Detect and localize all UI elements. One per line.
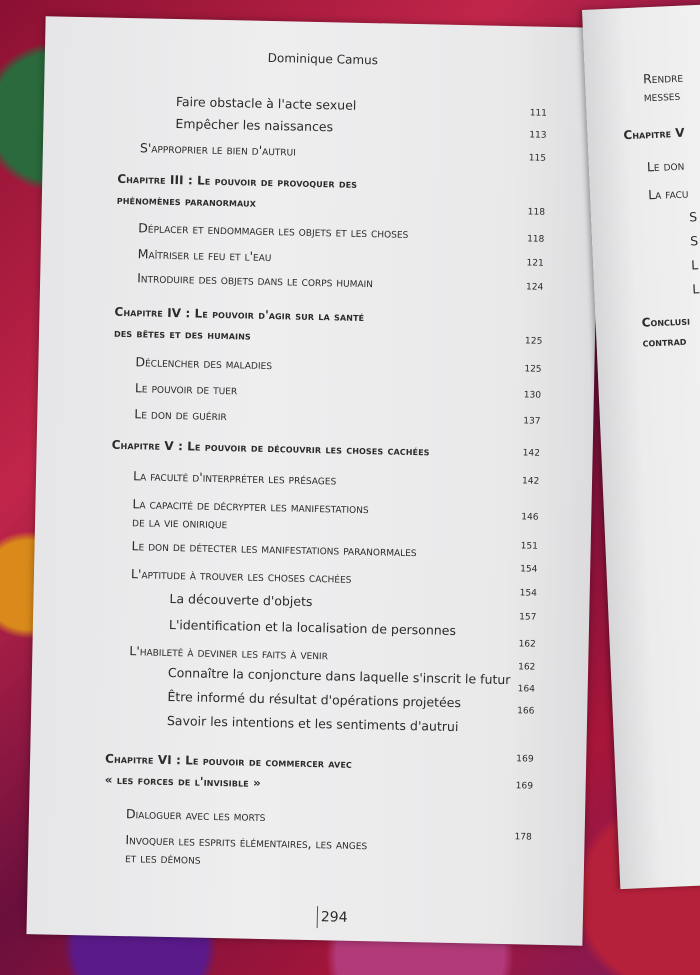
toc-entry: La faculté d'interpréter les présages 142: [132, 468, 540, 488]
toc-fragment: messes: [643, 87, 681, 105]
toc-entry: La découverte d'objets 154: [169, 588, 537, 609]
left-page: [26, 16, 601, 945]
toc-entry: Faire obstacle à l'acte sexuel 111: [175, 94, 548, 119]
chapter-heading: Chapitre IV : Le pouvoir d'agir sur la santé: [114, 304, 365, 325]
toc-entry: Introduire des objets dans le corps humain 124: [137, 270, 544, 293]
toc-entry: Dialoguer avec les morts: [125, 806, 266, 825]
page-number: 294: [317, 906, 348, 929]
running-header: Dominique Camus: [267, 50, 379, 68]
toc-entry: Maîtriser le feu et l'eau 121: [137, 246, 544, 269]
toc-fragment: S: [688, 209, 698, 225]
toc-entry: S'approprier le bien d'autrui 115: [139, 140, 547, 164]
chapter-heading: Chapitre VI : Le pouvoir de commercer avec 169: [104, 751, 534, 771]
chapter-heading: Conclusi: [641, 313, 691, 330]
toc-entry: Être informé du résultat d'opérations projetées 164: [167, 684, 535, 711]
toc-entry: de la vie onirique 146: [131, 512, 539, 532]
toc-fragment: Rendre: [642, 69, 684, 87]
toc-fragment: L: [690, 257, 699, 273]
chapter-heading: des bêtes et des humains 125: [113, 325, 543, 347]
toc-entry: Empêcher les naissances 113: [175, 116, 547, 141]
toc-entry: Déplacer et endommager les objets et les choses 118: [138, 220, 545, 245]
toc-entry: Déclencher des maladies 125: [135, 354, 542, 375]
toc-entry: La capacité de décrypter les manifestations: [132, 496, 369, 517]
toc-entry: Le don de détecter les manifestations paranormales 151: [131, 538, 538, 560]
toc-fragment: La facu: [647, 185, 689, 203]
chapter-heading: Chapitre V : Le pouvoir de découvrir les choses cachées 142: [111, 437, 541, 459]
chapter-heading: Chapitre III : Le pouvoir de provoquer des: [117, 171, 358, 191]
toc-fragment: L: [691, 281, 700, 297]
toc-fragment: S: [689, 233, 699, 249]
toc-entry: Invoquer les esprits élémentaires, les anges 178: [125, 832, 532, 853]
chapter-heading: « les forces de l'invisible » 169: [104, 772, 534, 792]
toc-entry: L'identification et la localisation de personnes 157: [168, 612, 537, 639]
chapter-heading: contrad: [642, 333, 687, 350]
toc-entry: Savoir les intentions et les sentiments d'autrui 166: [166, 706, 535, 735]
toc-entry: Le pouvoir de tuer 130: [134, 380, 542, 401]
toc-entry: L'habileté à deviner les faits à venir 162: [129, 639, 536, 663]
toc-entry: et les démons: [124, 850, 201, 867]
right-page: [582, 4, 700, 889]
toc-entry: L'aptitude à trouver les choses cachées 154: [130, 564, 538, 586]
toc-entry: Connaître la conjoncture dans laquelle s'inscrit le futur 162: [167, 662, 536, 688]
chapter-heading: Chapitre V: [623, 125, 685, 143]
chapter-heading: phénomènes paranormaux 118: [116, 192, 546, 218]
toc-entry: Le don de guérir 137: [134, 406, 541, 427]
toc-fragment: Le don: [646, 157, 685, 175]
